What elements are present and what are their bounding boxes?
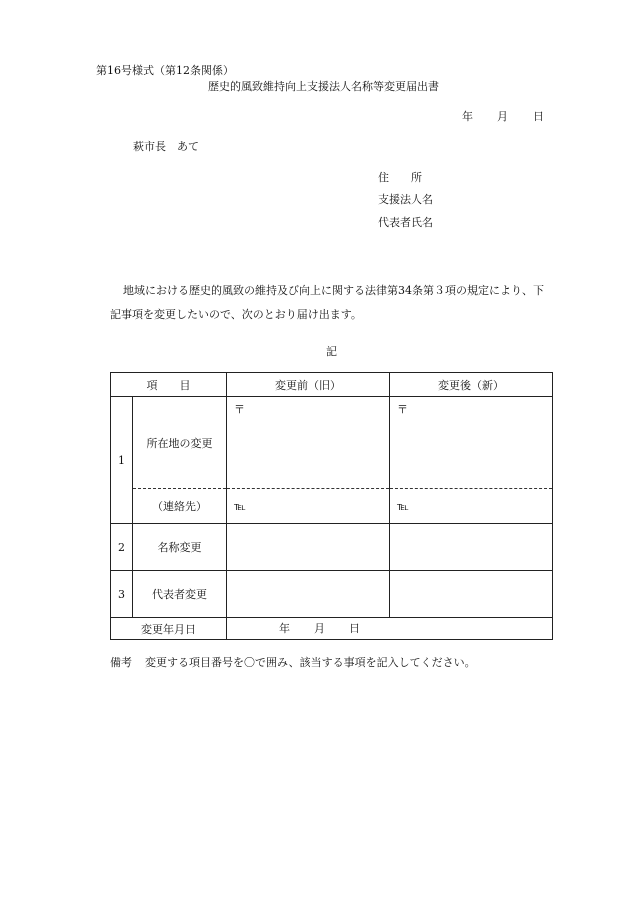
change-date-day: 日 xyxy=(349,621,360,635)
change-date-label: 変更年月日 xyxy=(111,618,227,640)
body-text-line-2: 記事項を変更したいので、次のとおり届け出ます。 xyxy=(110,308,362,321)
remarks-label: 備考 xyxy=(110,656,132,669)
row-number-1: 1 xyxy=(111,397,133,524)
applicant-corp-name-label: 支援法人名 xyxy=(378,193,433,206)
applicant-rep-name-label: 代表者氏名 xyxy=(378,216,433,229)
date-year-label: 年 xyxy=(462,110,473,123)
ki-heading: 記 xyxy=(326,345,337,358)
representative-after-field[interactable] xyxy=(390,571,553,618)
document-title: 歴史的風致維持向上支援法人名称等変更届出書 xyxy=(208,80,439,93)
header-before: 変更前（旧） xyxy=(227,373,390,397)
addressee: 萩市長 あて xyxy=(133,140,199,153)
contact-after-field[interactable]: ℡ xyxy=(390,489,553,524)
date-day-label: 日 xyxy=(533,110,544,123)
header-after: 変更後（新） xyxy=(390,373,553,397)
body-text-line-1: 地域における歴史的風致の維持及び向上に関する法律第34条第３項の規定により、下 xyxy=(123,284,544,297)
name-after-field[interactable] xyxy=(390,524,553,571)
row-item-representative-change: 代表者変更 xyxy=(133,571,227,618)
row-number-3: 3 xyxy=(111,571,133,618)
name-before-field[interactable] xyxy=(227,524,390,571)
address-before-field[interactable]: 〒 xyxy=(227,397,390,489)
applicant-address-label: 住 所 xyxy=(378,171,422,184)
change-date-month: 月 xyxy=(314,621,325,635)
change-date-year: 年 xyxy=(279,621,290,635)
header-item: 項 目 xyxy=(111,373,227,397)
representative-before-field[interactable] xyxy=(227,571,390,618)
row-number-2: 2 xyxy=(111,524,133,571)
row-item-address-change: 所在地の変更 xyxy=(133,397,227,489)
date-month-label: 月 xyxy=(497,110,508,123)
remarks-text: 変更する項目番号を〇で囲み、該当する事項を記入してください。 xyxy=(145,656,476,669)
contact-before-field[interactable]: ℡ xyxy=(227,489,390,524)
row-item-contact: （連絡先） xyxy=(133,489,227,524)
change-table xyxy=(110,372,553,640)
change-date-field[interactable] xyxy=(227,618,553,640)
form-number: 第16号様式（第12条関係） xyxy=(96,64,234,77)
address-after-field[interactable]: 〒 xyxy=(390,397,553,489)
row-item-name-change: 名称変更 xyxy=(133,524,227,571)
